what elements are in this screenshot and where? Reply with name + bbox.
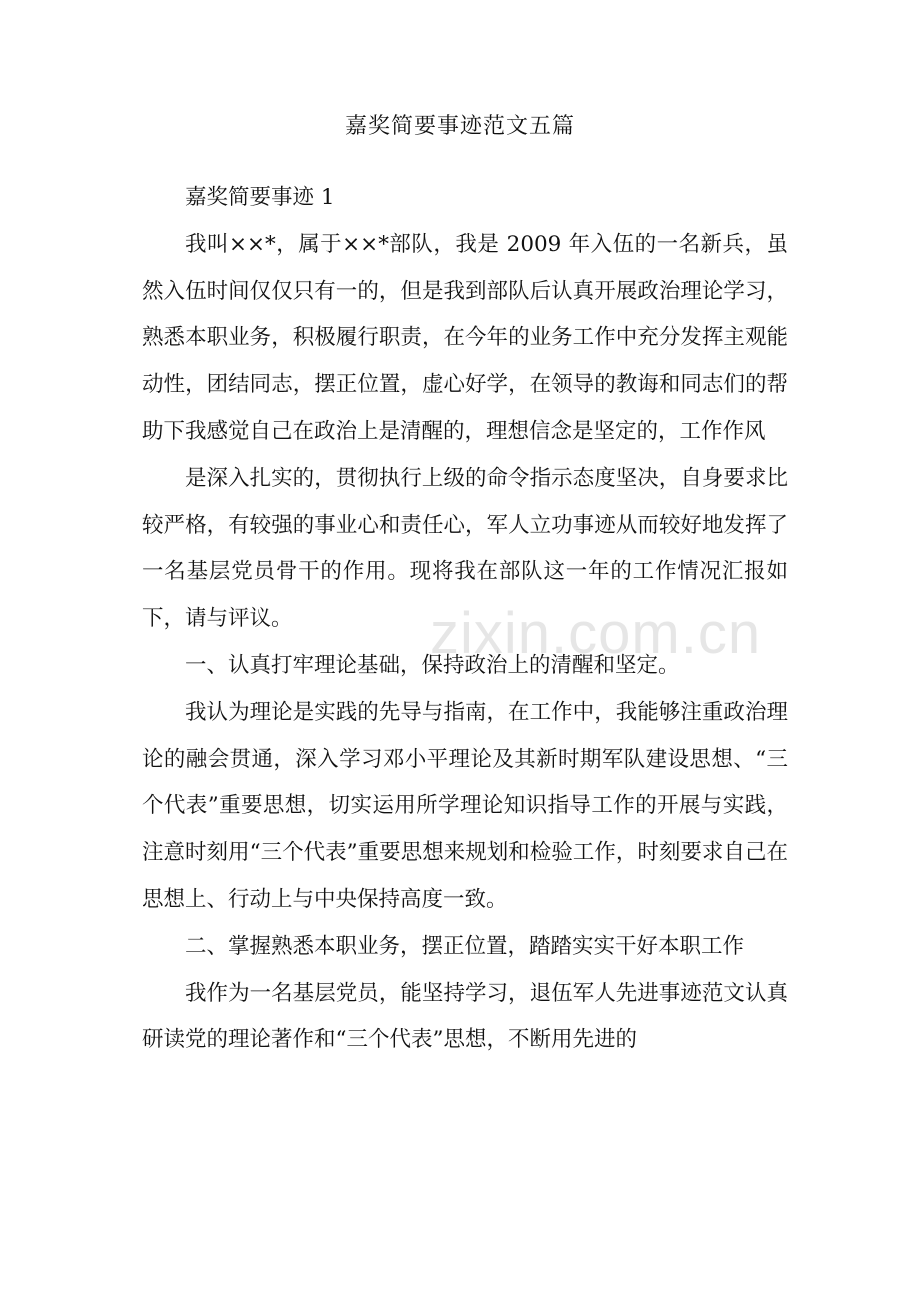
paragraph-theory: 我认为理论是实践的先导与指南，在工作中，我能够注重政治理论的融会贯通，深入学习邓小平理论及其新时期军队建设思想、“三个代表”重要思想，切实运用所学理论知识指导工作的开展与实践，注意时刻用“三个代表”重要思想来规划和检验工作，时刻要求自己在思想上、行动上与中央保持高度一致。: [142, 699, 788, 912]
subheading-one: 一、认真打牢理论基础，保持政治上的清醒和坚定。: [185, 652, 680, 678]
subheading-two: 二、掌握熟悉本职业务，摆正位置，踏踏实实干好本职工作: [185, 933, 745, 959]
paragraph-study: 我作为一名基层党员，能坚持学习，退伍军人先进事迹范文认真研读党的理论著作和“三个代表”思想，不断用先进的: [142, 980, 788, 1053]
watermark-text: zixin.com.cn: [430, 601, 762, 666]
paragraph-intro: 我叫××*，属于××*部队，我是 2009 年入伍的一名新兵，虽然入伍时间仅仅只有一的，但是我到部队后认真开展政治理论学习，熟悉本职业务，积极履行职责，在今年的业务工作中充分发挥主观能动性，团结同志，摆正位置，虚心好学，在领导的教诲和同志们的帮助下我感觉自己在政治上是清醒的，理想信念是坚定的，工作作风: [142, 231, 788, 444]
document-title: 嘉奖简要事迹范文五篇: [344, 114, 575, 139]
document-body: [142, 175, 788, 1064]
section-heading-1: 嘉奖简要事迹 1: [185, 185, 335, 210]
paragraph-continued: 是深入扎实的，贯彻执行上级的命令指示态度坚决，自身要求比较严格，有较强的事业心和责任心，军人立功事迹从而较好地发挥了一名基层党员骨干的作用。现将我在部队这一年的工作情况汇报如下，请与评议。: [142, 465, 788, 632]
